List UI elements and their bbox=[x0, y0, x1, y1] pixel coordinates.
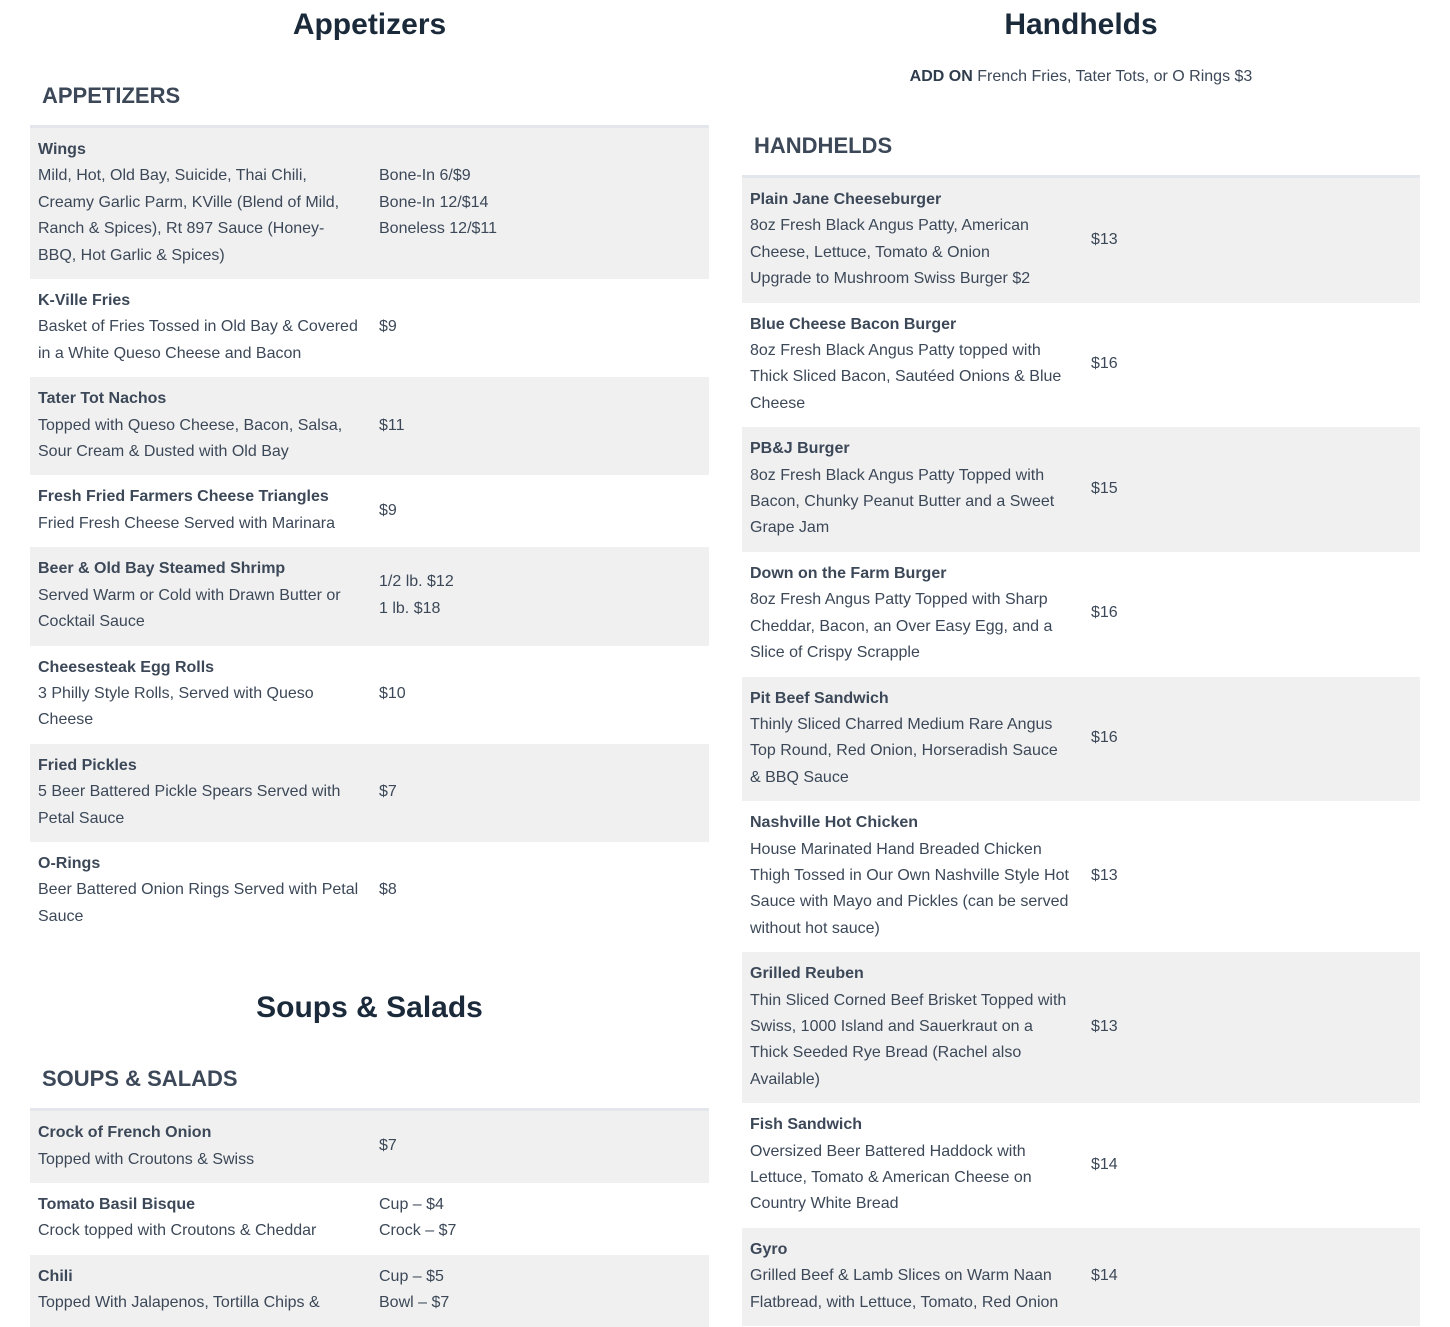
menu-item-desc: House Marinated Hand Breaded Chicken Thigh Tossed in Our Own Nashville Style Hot Sauce with Mayo and Pickles (can be served without hot sauce) bbox=[750, 840, 1069, 937]
menu-item-desc: Fried Fresh Cheese Served with Marinara bbox=[38, 514, 336, 532]
menu-item-price: Boneless 12/$11 bbox=[379, 220, 498, 238]
menu-item-name: PB&J Burger bbox=[750, 440, 850, 458]
soups-category-title: SOUPS & SALADS bbox=[30, 1066, 709, 1111]
menu-item-price: Cup – $4 bbox=[379, 1195, 444, 1213]
menu-item-name: O-Rings bbox=[38, 854, 101, 872]
menu-item-name: Chili bbox=[38, 1267, 73, 1285]
menu-item-desc: Oversized Beer Battered Haddock with Lettuce, Tomato & American Cheese on Country White Bread bbox=[750, 1142, 1032, 1213]
menu-item-row bbox=[742, 1103, 1420, 1228]
menu-item-row bbox=[30, 475, 709, 547]
menu-item-price-cell bbox=[377, 1255, 449, 1327]
soups-table bbox=[30, 1111, 709, 1326]
menu-item-price-cell bbox=[1089, 427, 1118, 552]
menu-item-upgrade: Upgrade to Mushroom Swiss Burger $2 bbox=[750, 270, 1031, 288]
menu-item-row bbox=[30, 547, 709, 645]
menu-item-price: $14 bbox=[1091, 1155, 1118, 1173]
menu-item-row bbox=[30, 744, 709, 842]
menu-item-description-cell bbox=[30, 1111, 377, 1183]
menu-item-price: Crock – $7 bbox=[379, 1222, 457, 1240]
right-column bbox=[742, 0, 1420, 1326]
menu-item-name: Cheesesteak Egg Rolls bbox=[38, 658, 215, 676]
menu-item-name: Beer & Old Bay Steamed Shrimp bbox=[38, 560, 286, 578]
menu-item-price-cell bbox=[1089, 552, 1118, 677]
menu-item-name: Gyro bbox=[750, 1240, 788, 1258]
menu-item-row bbox=[30, 128, 709, 279]
menu-item-row bbox=[742, 552, 1420, 677]
menu-item-price: Cup – $5 bbox=[379, 1267, 444, 1285]
menu-item-row bbox=[742, 952, 1420, 1103]
menu-item-description-cell bbox=[742, 952, 1089, 1103]
left-column bbox=[30, 0, 709, 1327]
menu-item-description-cell bbox=[30, 744, 377, 842]
menu-item-price: $8 bbox=[379, 881, 397, 899]
appetizers-table bbox=[30, 128, 709, 940]
menu-item-name: Down on the Farm Burger bbox=[750, 564, 947, 582]
menu-item-desc: Mild, Hot, Old Bay, Suicide, Thai Chili, Creamy Garlic Parm, KVille (Blend of Mild, Ranch & Spices), Rt 897 Sauce (Honey-BBQ, Hot Garlic & Spices) bbox=[38, 167, 340, 264]
menu-item-desc: 5 Beer Battered Pickle Spears Served with Petal Sauce bbox=[38, 783, 341, 827]
menu-item-description-cell bbox=[30, 377, 377, 475]
menu-item-desc: Basket of Fries Tossed in Old Bay & Covered in a White Queso Cheese and Bacon bbox=[38, 318, 358, 362]
menu-item-desc: Beer Battered Onion Rings Served with Petal Sauce bbox=[38, 881, 359, 925]
menu-item-price-cell bbox=[1089, 677, 1118, 802]
menu-item-price-cell bbox=[1089, 952, 1118, 1103]
menu-item-row bbox=[30, 842, 709, 940]
appetizers-category-title: APPETIZERS bbox=[30, 83, 709, 128]
menu-item-name: Nashville Hot Chicken bbox=[750, 814, 919, 832]
menu-item-description-cell bbox=[30, 128, 377, 279]
menu-item-description-cell bbox=[742, 1228, 1089, 1326]
menu-item-price: $10 bbox=[379, 684, 406, 702]
menu-item-price: $13 bbox=[1091, 230, 1118, 248]
handhelds-table bbox=[742, 178, 1420, 1326]
menu-item-description-cell bbox=[742, 303, 1089, 428]
menu-item-desc: Crock topped with Croutons & Cheddar bbox=[38, 1222, 317, 1240]
menu-item-desc: 8oz Fresh Angus Patty Topped with Sharp Cheddar, Bacon, an Over Easy Egg, and a Slice of Crispy Scrapple bbox=[750, 591, 1053, 662]
menu-item-price-cell bbox=[377, 128, 497, 279]
menu-item-price: $9 bbox=[379, 318, 397, 336]
menu-item-desc: 3 Philly Style Rolls, Served with Queso Cheese bbox=[38, 684, 314, 729]
menu-item-description-cell bbox=[742, 801, 1089, 952]
addon-text: French Fries, Tater Tots, or O Rings $3 bbox=[977, 68, 1253, 85]
menu-item-price: 1 lb. $18 bbox=[379, 599, 441, 617]
menu-item-name: Grilled Reuben bbox=[750, 965, 864, 983]
menu-item-description-cell bbox=[742, 427, 1089, 552]
menu-item-row bbox=[742, 1228, 1420, 1326]
menu-item-row bbox=[30, 1183, 709, 1255]
menu-item-desc: Grilled Beef & Lamb Slices on Warm Naan Flatbread, with Lettuce, Tomato, Red Onion bbox=[750, 1267, 1059, 1311]
menu-item-price-cell bbox=[1089, 1103, 1118, 1228]
menu-item-price: $7 bbox=[379, 783, 397, 801]
addon-label: ADD ON bbox=[909, 68, 973, 85]
menu-item-price-cell bbox=[377, 1111, 397, 1183]
menu-item-price-cell bbox=[377, 279, 397, 377]
menu-item-row bbox=[742, 303, 1420, 428]
menu-item-name: Plain Jane Cheeseburger bbox=[750, 191, 942, 208]
menu-item-price-cell bbox=[1089, 303, 1118, 428]
menu-item-desc: Topped with Croutons & Swiss bbox=[38, 1150, 255, 1168]
menu-item-desc: 8oz Fresh Black Angus Patty topped with Thick Sliced Bacon, Sautéed Onions & Blue Cheese bbox=[750, 342, 1062, 412]
menu-item-price: $16 bbox=[1091, 729, 1118, 747]
menu-item-price-cell bbox=[1089, 1228, 1118, 1326]
menu-item-description-cell bbox=[30, 475, 377, 547]
menu-item-row bbox=[742, 801, 1420, 952]
menu-item-description-cell bbox=[742, 1103, 1089, 1228]
menu-item-desc: Topped with Queso Cheese, Bacon, Salsa, Sour Cream & Dusted with Old Bay bbox=[38, 416, 343, 461]
menu-item-price: $11 bbox=[379, 416, 405, 434]
menu-item-price: Bone-In 12/$14 bbox=[379, 193, 489, 211]
menu-item-name: K-Ville Fries bbox=[38, 292, 131, 310]
menu-item-price-cell bbox=[377, 547, 454, 645]
menu-item-row bbox=[30, 279, 709, 377]
menu-item-price: Bowl – $7 bbox=[379, 1294, 450, 1312]
menu-item-price-cell bbox=[377, 475, 397, 547]
menu-item-row bbox=[742, 427, 1420, 552]
menu-item-price: $13 bbox=[1091, 1017, 1118, 1035]
menu-item-name: Crock of French Onion bbox=[38, 1124, 212, 1142]
menu-item-name: Fish Sandwich bbox=[750, 1116, 863, 1134]
menu-item-desc: Topped With Jalapenos, Tortilla Chips & bbox=[38, 1294, 320, 1312]
menu-item-desc: 8oz Fresh Black Angus Patty, American Cheese, Lettuce, Tomato & Onion bbox=[750, 217, 1029, 261]
menu-item-price: $16 bbox=[1091, 355, 1118, 373]
menu-item-name: Fresh Fried Farmers Cheese Triangles bbox=[38, 488, 329, 506]
menu-item-price: $7 bbox=[379, 1137, 397, 1155]
menu-item-price: Bone-In 6/$9 bbox=[379, 167, 471, 185]
menu-item-description-cell bbox=[30, 279, 377, 377]
menu-item-name: Tomato Basil Bisque bbox=[38, 1195, 196, 1213]
menu-item-price-cell bbox=[1089, 178, 1118, 303]
menu-item-name: Wings bbox=[38, 141, 86, 158]
menu-item-description-cell bbox=[742, 552, 1089, 677]
menu-item-row bbox=[30, 1255, 709, 1327]
menu-item-price-cell bbox=[377, 377, 405, 475]
menu-item-description-cell bbox=[30, 547, 377, 645]
handhelds-category-title: HANDHELDS bbox=[742, 133, 1420, 178]
menu-item-description-cell bbox=[30, 842, 377, 940]
menu-item-description-cell bbox=[30, 1183, 377, 1255]
menu-item-desc: Thinly Sliced Charred Medium Rare Angus Top Round, Red Onion, Horseradish Sauce & BBQ Sauce bbox=[750, 715, 1058, 786]
menu-item-price-cell bbox=[377, 842, 397, 940]
menu-item-desc: Served Warm or Cold with Drawn Butter or Cocktail Sauce bbox=[38, 586, 341, 631]
menu-item-name: Fried Pickles bbox=[38, 756, 137, 774]
menu-item-price: $14 bbox=[1091, 1267, 1118, 1285]
menu-item-row bbox=[30, 1111, 709, 1183]
menu-item-desc: Thin Sliced Corned Beef Brisket Topped with Swiss, 1000 Island and Sauerkraut on a Thick Seeded Rye Bread (Rachel also Available) bbox=[750, 991, 1067, 1088]
menu-item-name: Blue Cheese Bacon Burger bbox=[750, 315, 957, 333]
menu-item-row bbox=[30, 646, 709, 744]
menu-item-price-cell bbox=[377, 744, 397, 842]
menu-item-price-cell bbox=[377, 1183, 456, 1255]
soups-heading: Soups & Salads bbox=[256, 991, 483, 1025]
menu-item-description-cell bbox=[30, 1255, 377, 1327]
menu-item-row bbox=[30, 377, 709, 475]
menu-item-row bbox=[742, 677, 1420, 802]
menu-item-price: $13 bbox=[1091, 866, 1118, 884]
menu-item-price: $15 bbox=[1091, 479, 1118, 497]
menu-item-price-cell bbox=[1089, 801, 1118, 952]
menu-item-description-cell bbox=[742, 677, 1089, 802]
menu-item-name: Pit Beef Sandwich bbox=[750, 689, 889, 707]
handhelds-heading: Handhelds bbox=[1004, 8, 1158, 41]
menu-item-description-cell bbox=[742, 178, 1089, 303]
menu-item-name: Tater Tot Nachos bbox=[38, 390, 167, 408]
menu-item-price-cell bbox=[377, 646, 406, 744]
appetizers-heading: Appetizers bbox=[292, 8, 447, 41]
menu-item-description-cell bbox=[30, 646, 377, 744]
menu-item-price: $16 bbox=[1091, 604, 1118, 622]
menu-item-row bbox=[742, 178, 1420, 303]
menu-item-price: 1/2 lb. $12 bbox=[379, 573, 454, 591]
menu-item-price: $9 bbox=[379, 501, 397, 519]
menu-item-desc: 8oz Fresh Black Angus Patty Topped with Bacon, Chunky Peanut Butter and a Sweet Grape Jam bbox=[750, 466, 1055, 537]
addon-note bbox=[742, 67, 1420, 87]
